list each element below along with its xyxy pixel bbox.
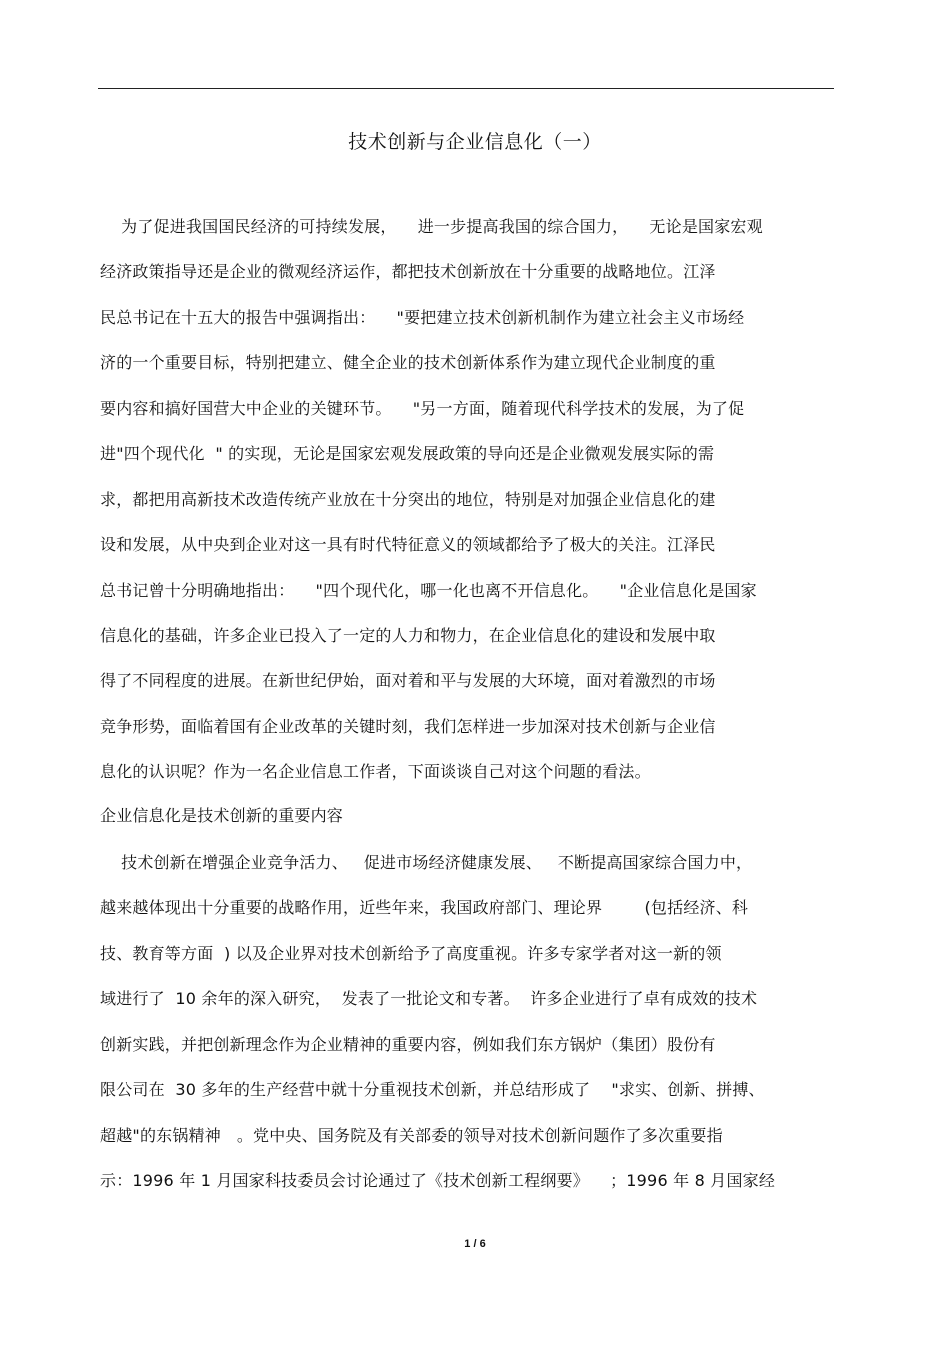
- text-line: 经济政策指导还是企业的微观经济运作，都把技术创新放在十分重要的战略地位。江泽: [100, 262, 716, 281]
- text-line: 总书记曾十分明确地指出： "四个现代化，哪一化也离不开信息化。 "企业信息化是国家: [100, 581, 757, 600]
- text-line: 为了促进我国国民经济的可持续发展， 进一步提高我国的综合国力， 无论是国家宏观: [100, 217, 763, 236]
- text-line: 超越"的东锅精神 。党中央、国务院及有关部委的领导对技术创新问题作了多次重要指: [100, 1126, 723, 1145]
- text-line: 创新实践，并把创新理念作为企业精神的重要内容，例如我们东方锅炉（集团）股份有: [100, 1035, 716, 1054]
- page-number: 1 / 6: [464, 1238, 486, 1250]
- document-title: 技术创新与企业信息化（一）: [348, 131, 602, 153]
- text-line: 得了不同程度的进展。在新世纪伊始，面对着和平与发展的大环境，面对着激烈的市场: [100, 671, 716, 690]
- text-line: 信息化的基础，许多企业已投入了一定的人力和物力，在企业信息化的建设和发展中取: [100, 626, 716, 645]
- text-line: 技术创新在增强企业竞争活力、 促进市场经济健康发展、 不断提高国家综合国力中，: [100, 853, 753, 872]
- text-line: 技、教育等方面 ) 以及企业界对技术创新给予了高度重视。许多专家学者对这一新的领: [100, 944, 722, 963]
- header-rule: [98, 88, 834, 89]
- text-line: 息化的认识呢？作为一名企业信息工作者，下面谈谈自己对这个问题的看法。: [100, 762, 651, 781]
- text-line: 求，都把用高新技术改造传统产业放在十分突出的地位，特别是对加强企业信息化的建: [100, 490, 716, 509]
- text-line: 进"四个现代化 " 的实现，无论是国家宏观发展政策的导向还是企业微观发展实际的需: [100, 444, 715, 463]
- text-line: 示：1996 年 1 月国家科技委员会讨论通过了《技术创新工程纲要》 ；1996 年 8 月国家经: [100, 1171, 776, 1190]
- text-line: 济的一个重要目标，特别把建立、健全企业的技术创新体系作为建立现代企业制度的重: [100, 353, 716, 372]
- text-line: 要内容和搞好国营大中企业的关键环节。 "另一方面，随着现代科学技术的发展，为了促: [100, 399, 745, 418]
- text-line: 设和发展，从中央到企业对这一具有时代特征意义的领域都给予了极大的关注。江泽民: [100, 535, 716, 554]
- text-line: 域进行了 10 余年的深入研究， 发表了一批论文和专著。 许多企业进行了卓有成效的技术: [100, 989, 758, 1008]
- text-line: 竞争形势，面临着国有企业改革的关键时刻，我们怎样进一步加深对技术创新与企业信: [100, 717, 716, 736]
- text-line: 民总书记在十五大的报告中强调指出： "要把建立技术创新机制作为建立社会主义市场经: [100, 308, 745, 327]
- text-line: 越来越体现出十分重要的战略作用，近些年来，我国政府部门、理论界 (包括经济、科: [100, 898, 749, 917]
- text-line: 限公司在 30 多年的生产经营中就十分重视技术创新，并总结形成了 "求实、创新、拼搏、: [100, 1080, 765, 1099]
- section-heading: 企业信息化是技术创新的重要内容: [100, 806, 344, 825]
